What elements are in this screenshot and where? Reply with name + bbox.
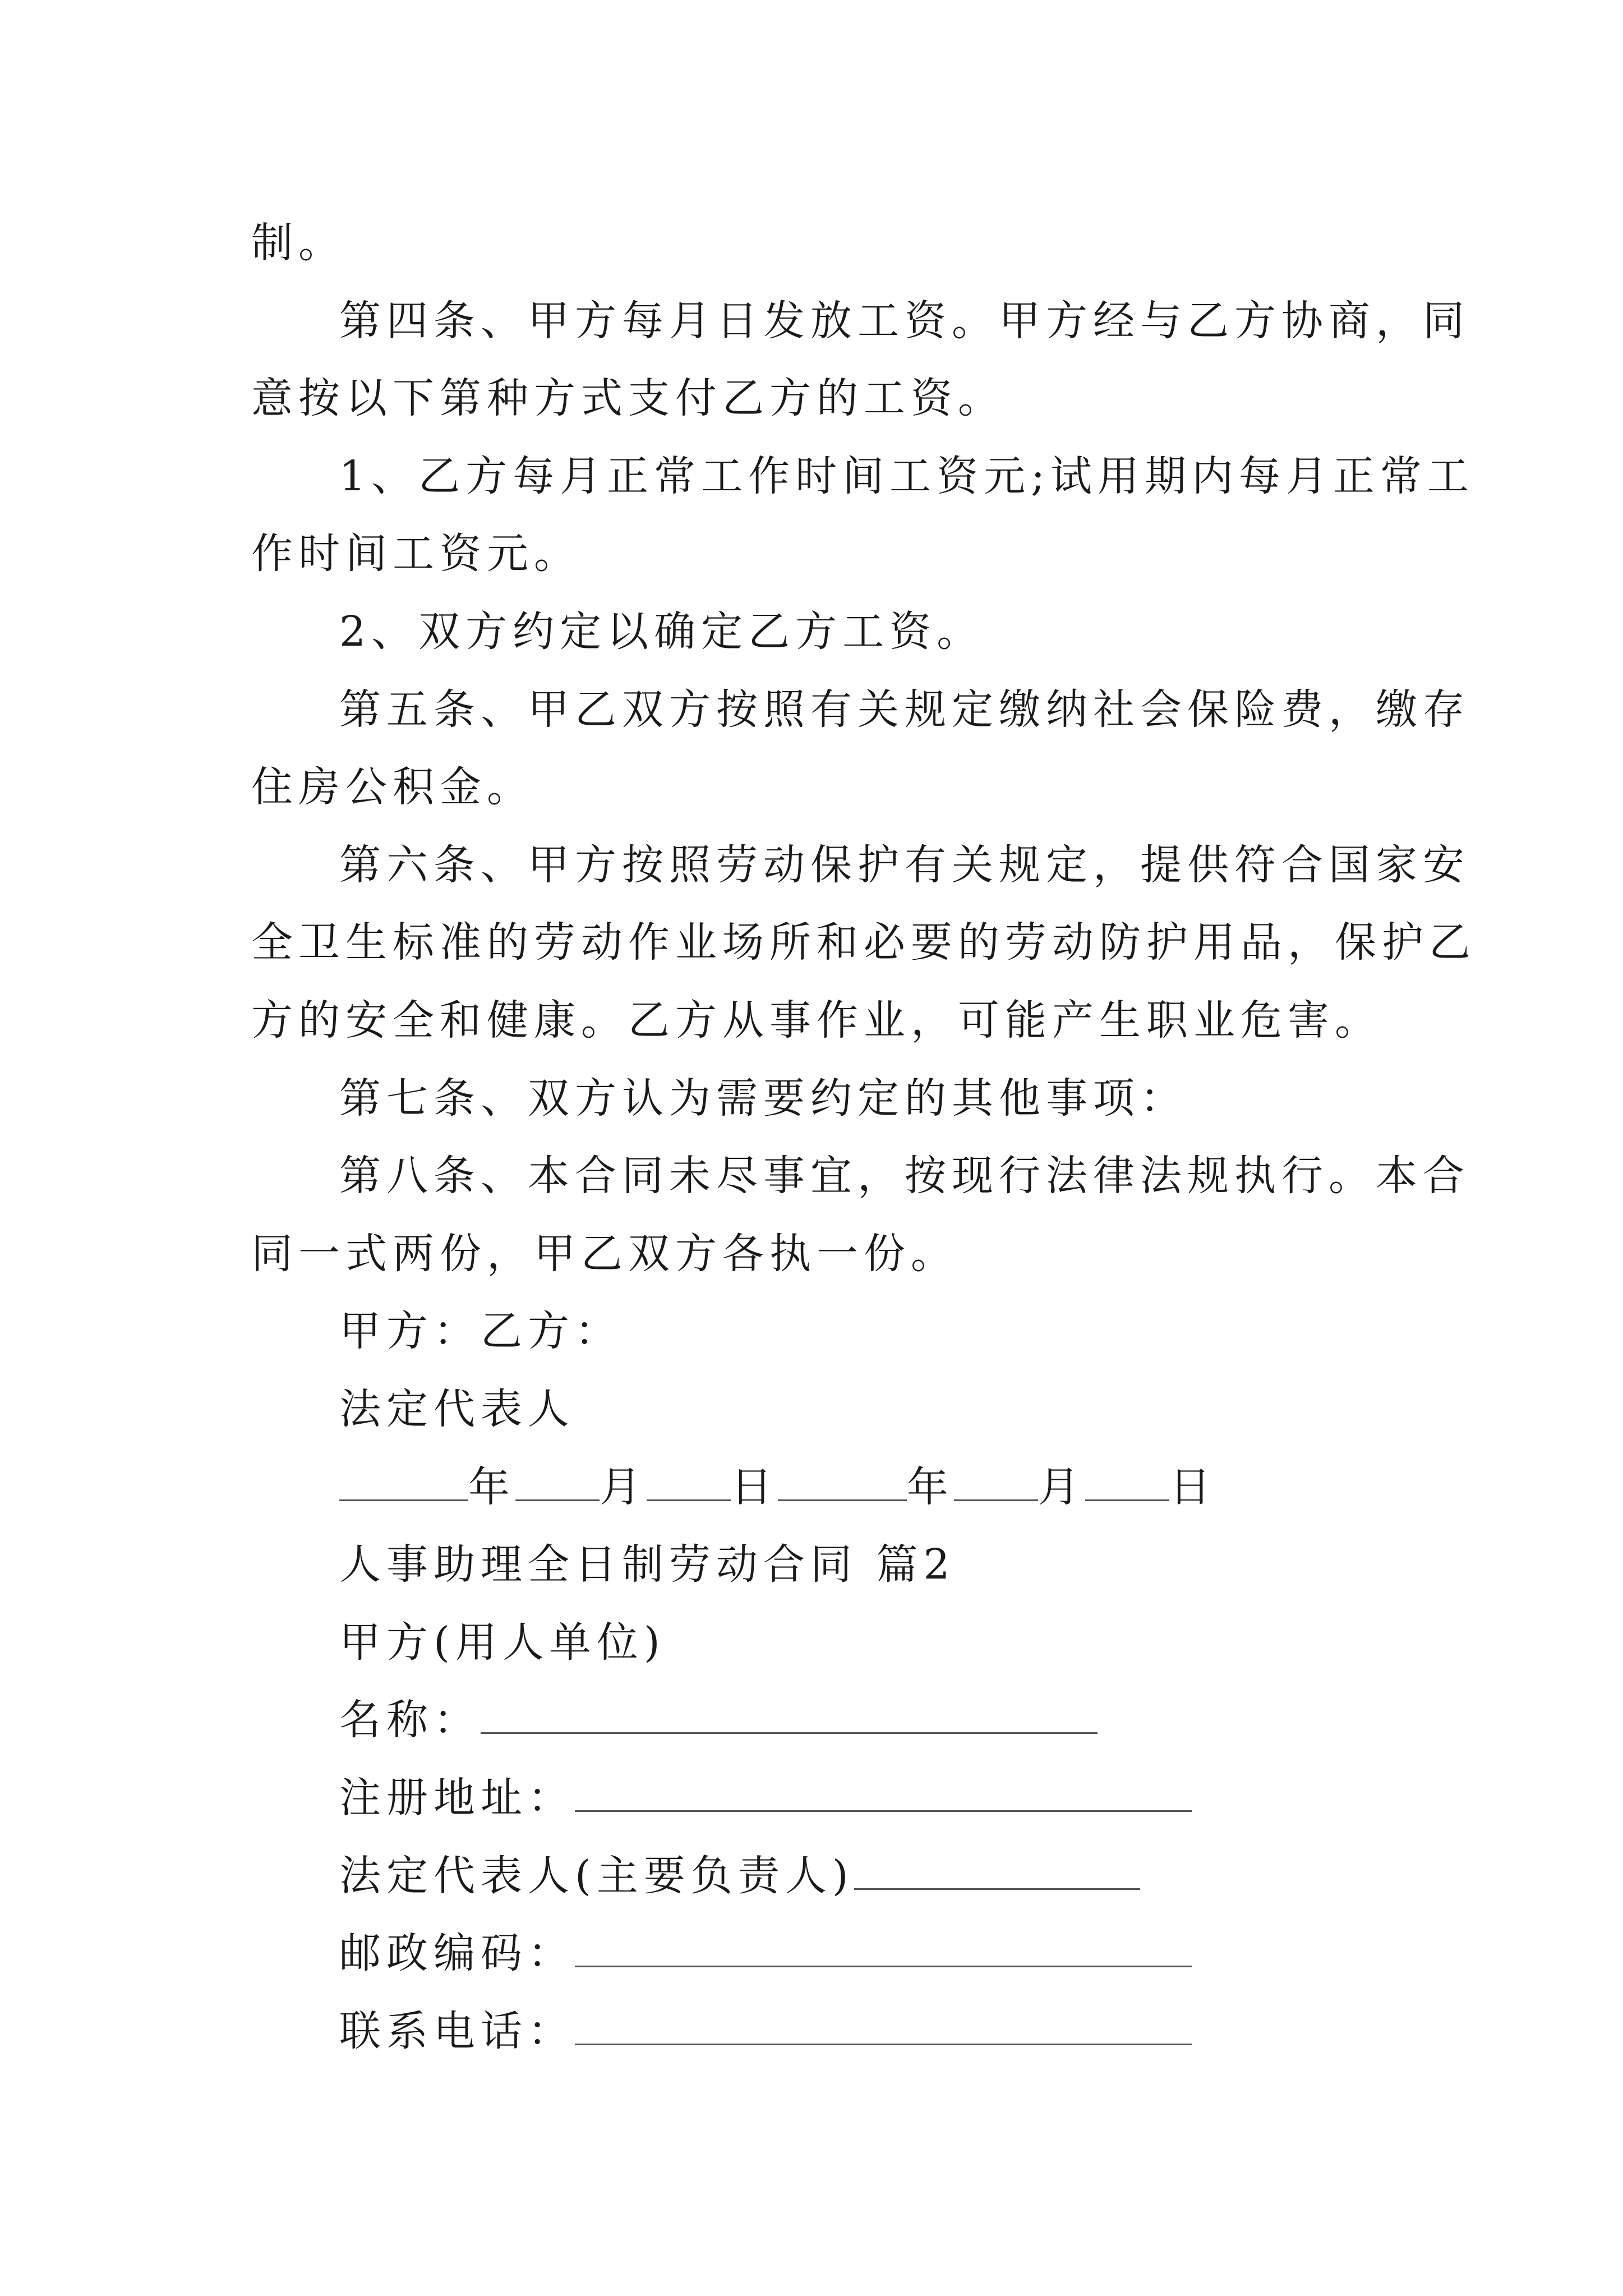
article-7-line: 第七条、双方认为需要约定的其他事项： (339, 1074, 1187, 1122)
blank-line (339, 1497, 468, 1501)
postcode-label: 邮政编码： (339, 1929, 575, 1977)
blank-line (515, 1497, 600, 1501)
name-field (339, 1696, 1098, 1744)
article-8-line-1: 第八条、本合同未尽事宜，按现行法律法规执行。本合 (339, 1152, 1470, 1200)
article-6-line-3: 方的安全和健康。乙方从事作业，可能产生职业危害。 (251, 996, 1382, 1045)
address-field (339, 1774, 1192, 1822)
month-label: 月 (1038, 1463, 1085, 1511)
phone-label: 联系电话： (339, 2007, 575, 2055)
article-8-line-2: 同一式两份，甲乙双方各执一份。 (251, 1230, 958, 1278)
day-label: 日 (1169, 1463, 1216, 1511)
address-label: 注册地址： (339, 1774, 575, 1822)
blank-line (1085, 1497, 1169, 1501)
party-a-header: 甲方(用人单位) (339, 1618, 666, 1667)
blank-line (647, 1497, 731, 1501)
article-5-line-2: 住房公积金。 (251, 763, 534, 811)
clause-1-line-1: 1、乙方每月正常工作时间工资元;试用期内每月正常工 (339, 452, 1475, 500)
address-blank (575, 1808, 1192, 1812)
phone-field (339, 2007, 1192, 2055)
year-label: 年 (468, 1463, 515, 1511)
name-label: 名称： (339, 1696, 481, 1744)
clause-2-line: 2、双方约定以确定乙方工资。 (339, 608, 984, 656)
article-6-line-2: 全卫生标准的劳动作业场所和必要的劳动防护用品，保护乙 (251, 918, 1476, 967)
phone-blank (575, 2041, 1192, 2045)
legal-rep-field (339, 1852, 1140, 1900)
clause-1-line-2: 作时间工资元。 (251, 530, 581, 578)
legal-rep-label: 法定代表人(主要负责人) (339, 1852, 854, 1900)
legal-rep-blank (854, 1886, 1140, 1890)
article-5-line-1: 第五条、甲乙双方按照有关规定缴纳社会保险费，缴存 (339, 685, 1470, 734)
month-label: 月 (600, 1463, 647, 1511)
article-6-line-1: 第六条、甲方按照劳动保护有关规定，提供符合国家安 (339, 841, 1470, 889)
article-4-line-1: 第四条、甲方每月日发放工资。甲方经与乙方协商，同 (339, 297, 1470, 345)
postcode-blank (575, 1963, 1192, 1967)
section-title: 人事助理全日制劳动合同 篇2 (339, 1540, 956, 1589)
blank-line (954, 1497, 1038, 1501)
article-4-line-2: 意按以下第种方式支付乙方的工资。 (251, 374, 1005, 422)
year-label: 年 (907, 1463, 954, 1511)
blank-line (778, 1497, 907, 1501)
signature-parties: 甲方：乙方： (339, 1307, 622, 1355)
legal-representative-label: 法定代表人 (339, 1385, 575, 1433)
paragraph-line: 制。 (251, 219, 345, 267)
name-blank (481, 1730, 1098, 1734)
date-row (339, 1463, 1216, 1511)
postcode-field (339, 1929, 1192, 1977)
day-label: 日 (731, 1463, 778, 1511)
